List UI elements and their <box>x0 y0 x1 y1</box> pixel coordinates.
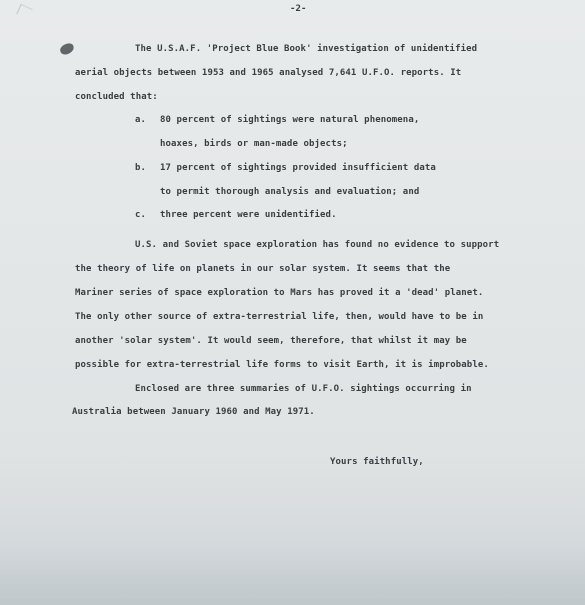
paragraph-2-line-1: U.S. and Soviet space exploration has found no evidence to support <box>135 240 500 250</box>
list-item-a-line-1: 80 percent of sightings were natural phenomena, <box>160 115 420 125</box>
page-number: -2- <box>290 4 307 14</box>
paragraph-1-line-1: The U.S.A.F. 'Project Blue Book' investigation of unidentified <box>135 44 478 54</box>
paragraph-1-line-2: aerial objects between 1953 and 1965 analysed 7,641 U.F.O. reports. It <box>75 68 462 78</box>
list-item-a-line-2: hoaxes, birds or man-made objects; <box>160 139 348 149</box>
paragraph-2-line-4: The only other source of extra-terrestrial life, then, would have to be in <box>75 312 484 322</box>
paragraph-2-line-2: the theory of life on planets in our solar system. It seems that the <box>75 264 451 274</box>
paragraph-2-line-6: possible for extra-terrestrial life forms to visit Earth, it is improbable. <box>75 360 489 370</box>
list-item-c-line-1: three percent were unidentified. <box>160 210 337 220</box>
paragraph-3-line-2: Australia between January 1960 and May 1971. <box>72 407 315 417</box>
list-marker-c: c. <box>135 210 147 220</box>
closing-salutation: Yours faithfully, <box>330 457 424 467</box>
list-marker-a: a. <box>135 115 147 125</box>
paragraph-1-line-3: concluded that: <box>75 92 158 102</box>
paragraph-2-line-5: another 'solar system'. It would seem, therefore, that whilst it may be <box>75 336 467 346</box>
list-item-b-line-1: 17 percent of sightings provided insufficient data <box>160 163 436 173</box>
paragraph-3-line-1: Enclosed are three summaries of U.F.O. sightings occurring in <box>135 384 472 394</box>
paragraph-2-line-3: Mariner series of space exploration to Mars has proved it a 'dead' planet. <box>75 288 484 298</box>
page-mark <box>16 4 32 19</box>
list-marker-b: b. <box>135 163 147 173</box>
list-item-b-line-2: to permit thorough analysis and evaluation; and <box>160 187 420 197</box>
ink-smudge <box>59 42 76 56</box>
